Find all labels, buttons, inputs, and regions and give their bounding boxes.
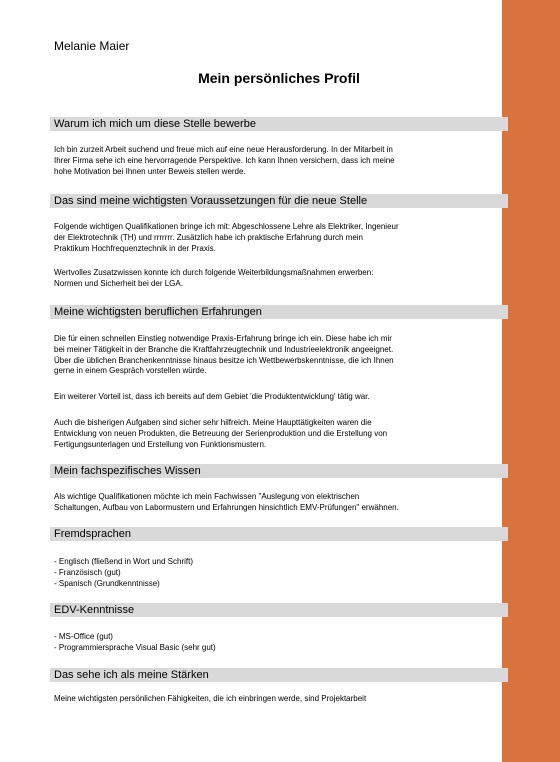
paragraph-qualifications <box>54 222 508 254</box>
paragraph-tasks <box>54 418 508 450</box>
section-heading-expertise: Mein fachspezifisches Wissen <box>50 464 508 478</box>
text-line: Normen und Sicherheit bei der LGA. <box>54 278 183 288</box>
paragraph-experience <box>54 334 508 377</box>
paragraph-motivation <box>54 145 508 177</box>
text-line: Schaltungen, Aufbau von Labormustern und Erfahrungen hinsichtlich EMV-Prüfungen" erwähnen. <box>54 502 399 512</box>
text-line: Ihrer Firma sehe ich eine hervorragende Perspektive. Ich kann Ihnen versichern, dass ich meine <box>54 155 395 165</box>
text-line: Auch die bisherigen Aufgaben sind sicher sehr hilfreich. Meine Haupttätigkeiten waren die <box>54 418 372 427</box>
list-item: - Englisch (fließend in Wort und Schrift) <box>54 557 194 566</box>
text-line: Entwicklung von neuen Produkten, die Betreuung der Serienproduktion und die Erstellung von <box>54 428 388 438</box>
list-it-skills <box>54 632 508 654</box>
text-line: hohe Motivation bei Ihnen unter Beweis stellen werde. <box>54 166 246 176</box>
section-heading-it-skills: EDV-Kenntnisse <box>50 603 508 617</box>
section-heading-languages: Fremdsprachen <box>50 527 508 541</box>
text-line: bei meiner Tätigkeit in der Branche die Kraftfahrzeugtechnik und Industrieelektronik angeeignet. <box>54 344 394 354</box>
list-item: - MS-Office (gut) <box>54 632 113 641</box>
paragraph-expertise <box>54 492 508 514</box>
section-heading-motivation: Warum ich mich um diese Stelle bewerbe <box>50 117 508 131</box>
orange-side-bar <box>502 0 560 762</box>
list-item: - Französisch (gut) <box>54 567 121 577</box>
text-line: Folgende wichtigen Qualifikationen bringe ich mit: Abgeschlossene Lehre als Elektriker, Ingenieur <box>54 222 399 231</box>
text-line: Als wichtige Qualifikationen möchte ich mein Fachwissen "Auslegung von elektrischen <box>54 492 360 501</box>
text-line: Meine wichtigsten persönlichen Fähigkeiten, die ich einbringen werde, sind Projektarbeit <box>54 694 367 703</box>
text-line: Über die üblichen Branchenkenntnisse hinaus besitze ich Wettbewerbskenntnisse, die ich Ihnen <box>54 355 394 365</box>
text-line: gerne in einem Gespräch vorstellen würde. <box>54 366 207 376</box>
text-line: Ein weiterer Vorteil ist, dass ich bereits auf dem Gebiet 'die Produktentwicklung' tätig war. <box>54 392 370 401</box>
section-heading-experience: Meine wichtigsten beruflichen Erfahrungen <box>50 305 508 319</box>
paragraph-strengths <box>54 694 508 705</box>
list-item: - Programmiersprache Visual Basic (sehr gut) <box>54 642 216 652</box>
text-line: Fertigungsunterlagen und Erstellung von Funktionsmustern. <box>54 439 267 449</box>
text-line: Wertvolles Zusatzwissen konnte ich durch folgende Weiterbildungsmaßnahmen erwerben: <box>54 268 374 277</box>
section-heading-requirements: Das sind meine wichtigsten Voraussetzungen für die neue Stelle <box>50 194 508 208</box>
page-title: Mein persönliches Profil <box>198 70 360 86</box>
applicant-name: Melanie Maier <box>54 39 130 53</box>
section-heading-strengths: Das sehe ich als meine Stärken <box>50 668 508 682</box>
list-item: - Spanisch (Grundkenntnisse) <box>54 578 160 588</box>
text-line: der Elektrotechnik (TH) und rrrrrrr. Zusätzlich habe ich praktische Erfahrung durch mein <box>54 232 364 242</box>
text-line: Ich bin zurzeit Arbeit suchend und freue mich auf eine neue Herausforderung. In der Mitarbeit in <box>54 145 393 154</box>
list-languages <box>54 557 508 589</box>
text-line: Die für einen schnellen Einstieg notwendige Praxis-Erfahrung bringe ich ein. Diese habe ich mir <box>54 334 392 343</box>
paragraph-advantage <box>54 392 508 403</box>
text-line: Praktikum Hochfrequenztechnik in der Praxis. <box>54 243 216 253</box>
paragraph-additional-knowledge <box>54 268 508 290</box>
